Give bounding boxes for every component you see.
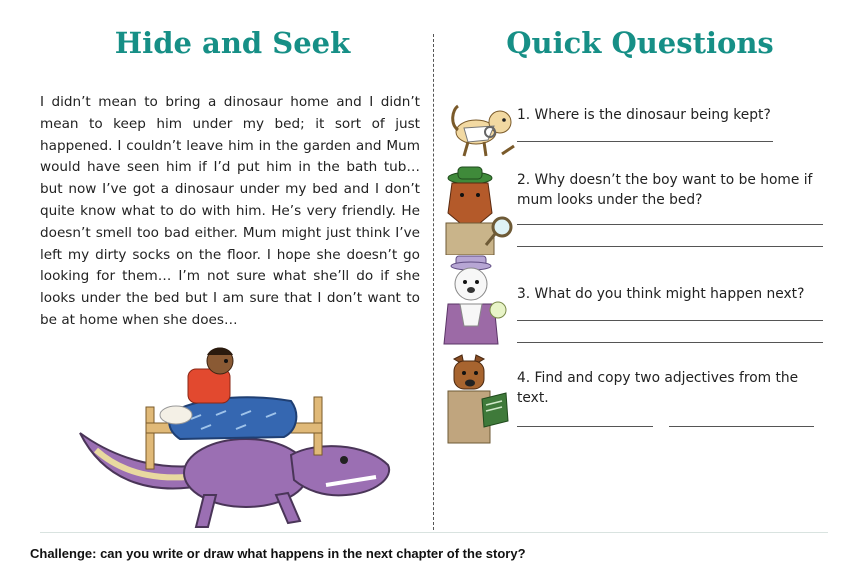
story-text: I didn’t mean to bring a dinosaur home and I didn’t mean to keep him under my bed; it sort of just happened. I couldn’t leave him in the garden and Mum would have seen him if I’d put him in the bath tub… but now I’ve got a dinosaur under my bed and I don’t quite know what to do with him. He’s very friendly. He doesn’t smell too bad either. Mum might just think I’ve left my dirty socks on the floor. I hope she doesn’t go looking for them… I’m not sure what she’ll do if she looks under the bed but I am sure that I don’t want to be at home when she does… — [40, 94, 420, 328]
answer-line-2b[interactable] — [517, 246, 823, 247]
column-divider — [433, 34, 434, 530]
dinosaur-under-bed-illustration — [76, 345, 396, 535]
questions-title: Quick Questions — [506, 26, 774, 60]
challenge-text: Challenge: can you write or draw what happens in the next chapter of the story? — [30, 546, 526, 561]
answer-line-4a[interactable] — [517, 426, 653, 427]
answer-line-1a[interactable] — [517, 141, 773, 142]
footer-divider — [40, 532, 828, 533]
answer-line-3a[interactable] — [517, 320, 823, 321]
answer-line-2a[interactable] — [517, 224, 823, 225]
question-2-text: 2. Why doesn’t the boy want to be home if mum looks under the bed? — [517, 172, 813, 208]
dog-detective-icon — [444, 88, 516, 164]
story-title: Hide and Seek — [114, 26, 351, 60]
question-1-text: 1. Where is the dinosaur being kept? — [517, 107, 771, 123]
terrier-reading-icon — [440, 353, 516, 447]
bloodhound-detective-icon — [440, 165, 516, 255]
polar-bear-detective-icon — [440, 254, 512, 346]
answer-line-4b[interactable] — [669, 426, 814, 427]
question-4-text: 4. Find and copy two adjectives from the text. — [517, 370, 799, 406]
question-3-text: 3. What do you think might happen next? — [517, 286, 805, 302]
answer-line-3b[interactable] — [517, 342, 823, 343]
